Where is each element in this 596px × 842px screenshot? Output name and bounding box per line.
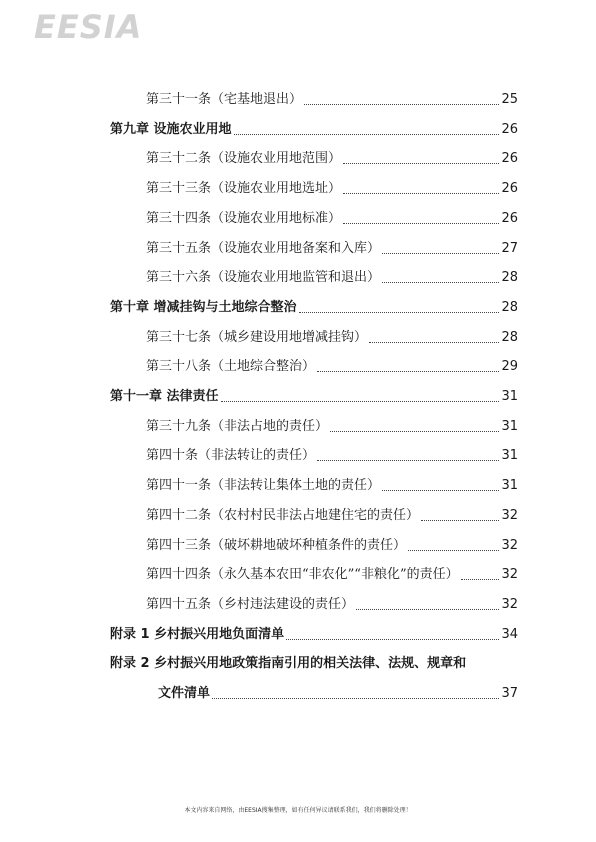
toc-article-entry[interactable]: [146, 536, 518, 556]
toc-article-entry[interactable]: [146, 565, 518, 585]
toc-entry-title: 第四十二条（农村村民非法占地建住宅的责任）: [146, 507, 420, 523]
toc-leader-dots: [286, 639, 499, 640]
toc-leader-dots: [317, 460, 499, 461]
toc-page-number: 32: [501, 507, 518, 523]
toc-leader-dots: [317, 371, 499, 372]
toc-page-number: 25: [501, 92, 518, 107]
toc-page-number: 26: [501, 121, 518, 137]
toc-entry-title: 附录 2 乡村振兴用地政策指南引用的相关法律、法规、规章和: [110, 656, 467, 672]
toc-entry-title: 第三十八条（土地综合整治）: [146, 359, 316, 375]
toc-leader-dots: [356, 609, 499, 610]
toc-article-entry[interactable]: [146, 179, 518, 199]
toc-leader-dots: [304, 104, 499, 105]
toc-entry-continuation[interactable]: [158, 684, 518, 704]
toc-page-number: 32: [501, 537, 518, 553]
toc-article-entry[interactable]: [146, 476, 518, 496]
toc-leader-dots: [343, 163, 499, 164]
toc-entry-title: 第四十五条（乡村违法建设的责任）: [146, 596, 355, 612]
toc-article-entry[interactable]: [146, 328, 518, 348]
toc-leader-dots: [408, 550, 499, 551]
toc-entry-title: 第三十五条（设施农业用地备案和入库）: [146, 240, 381, 256]
toc-article-entry[interactable]: [146, 357, 518, 377]
toc-page-number: 29: [501, 359, 518, 375]
page-footer-notice: 本文内容来自网络，由EESIA搜集整理，如有任何异议请联系我们，我们将删除处理！: [184, 807, 412, 814]
toc-page-number: 31: [501, 389, 518, 404]
toc-leader-dots: [212, 698, 499, 699]
toc-chapter-entry[interactable]: [110, 625, 518, 645]
toc-leader-dots: [221, 401, 500, 402]
toc-entry-title: 第十章 增减挂钩与土地综合整治: [110, 299, 297, 315]
toc-entry-title: 第三十七条（城乡建设用地增减挂钩）: [146, 329, 368, 345]
toc-article-entry[interactable]: [146, 268, 518, 288]
toc-entry-title: 第三十三条（设施农业用地选址）: [146, 181, 342, 197]
toc-leader-dots: [461, 579, 500, 580]
toc-page-number: 26: [501, 181, 518, 197]
toc-entry-title: 文件清单: [158, 686, 211, 701]
toc-leader-dots: [299, 312, 500, 313]
toc-article-entry[interactable]: [146, 239, 518, 259]
toc-article-entry[interactable]: [146, 506, 518, 526]
toc-entry-title: 第十一章 法律责任: [110, 389, 219, 404]
toc-entry-title: 附录 1 乡村振兴用地负面清单: [110, 626, 285, 642]
toc-entry-title: 第三十九条（非法占地的责任）: [146, 418, 329, 434]
toc-page-number: 31: [501, 478, 518, 494]
toc-article-entry[interactable]: [146, 595, 518, 615]
toc-article-entry[interactable]: [146, 446, 518, 466]
toc-entry-title: 第三十六条（设施农业用地监管和退出）: [146, 270, 381, 286]
toc-chapter-entry[interactable]: [110, 654, 518, 674]
toc-page-number: 28: [501, 299, 518, 315]
toc-article-entry[interactable]: [146, 90, 518, 110]
toc-article-entry[interactable]: [146, 417, 518, 437]
toc-page-number: 28: [501, 270, 518, 286]
toc-entry-title: 第九章 设施农业用地: [110, 121, 232, 137]
toc-leader-dots: [382, 282, 499, 283]
toc-page-number: 31: [501, 448, 518, 464]
toc-page-number: 28: [501, 329, 518, 345]
toc-article-entry[interactable]: [146, 209, 518, 229]
toc-leader-dots: [382, 490, 499, 491]
toc-page-number: 32: [501, 567, 518, 583]
toc-page-number: 27: [501, 240, 518, 256]
toc-chapter-entry[interactable]: [110, 120, 518, 140]
toc-entry-title: 第三十一条（宅基地退出）: [146, 92, 303, 107]
toc-leader-dots: [369, 342, 499, 343]
toc-entry-title: 第四十条（非法转让的责任）: [146, 448, 316, 464]
toc-page-number: 34: [501, 626, 518, 642]
toc-page-number: 32: [501, 596, 518, 612]
toc-leader-dots: [234, 134, 500, 135]
toc-entry-title: 第四十一条（非法转让集体土地的责任）: [146, 478, 381, 494]
toc-page-number: 31: [501, 418, 518, 434]
toc-leader-dots: [382, 253, 499, 254]
toc-leader-dots: [343, 223, 499, 224]
eesia-logo: EESIA: [34, 8, 143, 46]
toc-entry-title: 第四十四条（永久基本农田“非农化”“非粮化”的责任）: [146, 567, 459, 583]
toc-entry-title: 第三十二条（设施农业用地范围）: [146, 151, 342, 167]
toc-leader-dots: [421, 520, 499, 521]
toc-entry-title: 第三十四条（设施农业用地标准）: [146, 210, 342, 226]
toc-page-number: 26: [501, 210, 518, 226]
toc-page-number: 26: [501, 151, 518, 167]
toc-page-number: 37: [501, 686, 518, 701]
toc-leader-dots: [330, 431, 499, 432]
toc-entry-title: 第四十三条（破坏耕地破坏种植条件的责任）: [146, 537, 407, 553]
toc-chapter-entry[interactable]: [110, 387, 518, 407]
toc-leader-dots: [343, 193, 499, 194]
toc-chapter-entry[interactable]: [110, 298, 518, 318]
toc-article-entry[interactable]: [146, 149, 518, 169]
